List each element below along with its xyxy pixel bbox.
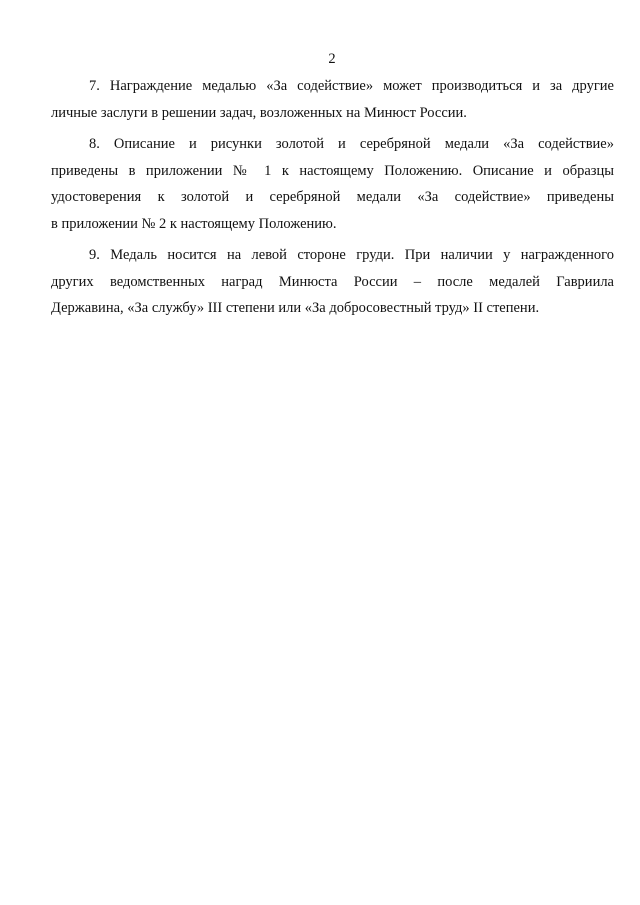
page-number: 2: [328, 51, 336, 67]
text-line: удостоверения к золотой и серебряной медали «За содействие» приведены: [51, 189, 614, 205]
text-line: 8. Описание и рисунки золотой и серебряной медали «За содействие»: [89, 136, 614, 152]
text-line: 7. Награждение медалью «За содействие» может производиться и за другие: [89, 78, 614, 94]
text-line: Державина, «За службу» III степени или «За добросовестный труд» II степени.: [51, 300, 540, 316]
paragraph-8: [51, 131, 614, 237]
text-line: других ведомственных наград Минюста России – после медалей Гавриила: [51, 273, 614, 290]
text-line: в приложении № 2 к настоящему Положению.: [51, 215, 337, 232]
document-body: [51, 73, 614, 327]
text-line: 9. Медаль носится на левой стороне груди. При наличии у награжденного: [89, 247, 614, 263]
text-line: приведены в приложении № 1 к настоящему Положению. Описание и образцы: [51, 162, 614, 179]
paragraph-7: [51, 73, 614, 126]
paragraph-9: [51, 242, 614, 322]
text-line: личные заслуги в решении задач, возложенных на Минюст России.: [51, 104, 467, 121]
